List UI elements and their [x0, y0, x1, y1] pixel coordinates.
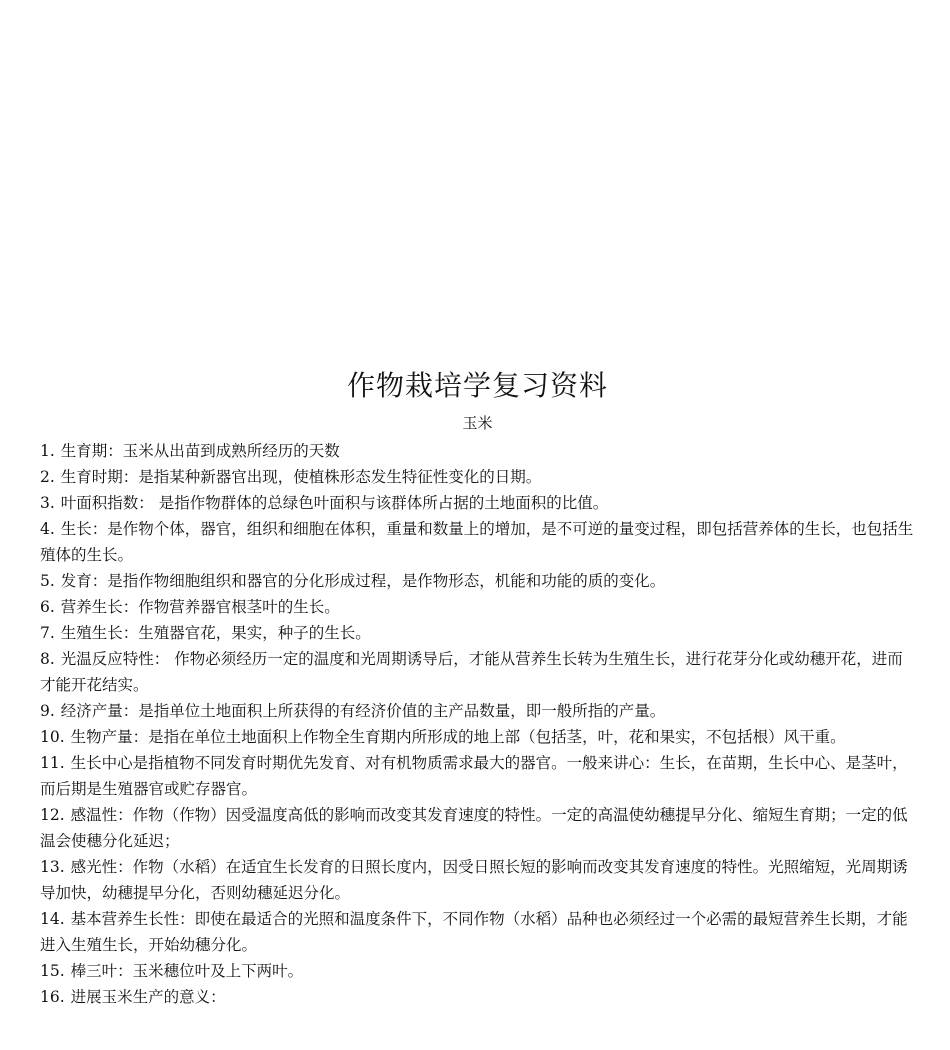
item-number: 13.: [40, 858, 65, 876]
list-item: [40, 568, 915, 594]
list-item: [40, 906, 915, 958]
item-number: 12.: [40, 806, 65, 824]
item-text: 基本营养生长性：即使在最适合的光照和温度条件下，不同作物（水稻）品种也必须经过一个必需的最短营养生长期，才能进入生殖生长，开始幼穗分化。: [40, 910, 908, 954]
item-text: 生物产量：是指在单位土地面积上作物全生育期内所形成的地上部（包括茎，叶，花和果实，不包括根）风干重。: [70, 728, 846, 746]
item-text: 叶面积指数： 是指作物群体的总绿色叶面积与该群体所占据的土地面积的比值。: [60, 494, 609, 512]
item-number: 15.: [40, 962, 65, 980]
item-text: 营养生长：作物营养器官根茎叶的生长。: [60, 598, 340, 616]
document-title: 作物栽培学复习资料: [346, 369, 608, 402]
item-text: 光温反应特性： 作物必须经历一定的温度和光周期诱导后，才能从营养生长转为生殖生长，进行花芽分化或幼穗开花，进而才能开花结实。: [40, 650, 903, 694]
list-item: [40, 750, 915, 802]
item-text: 感温性：作物（作物）因受温度高低的影响而改变其发育速度的特性。一定的高温使幼穗提早分化、缩短生育期；一定的低温会使穗分化延迟；: [40, 806, 908, 850]
list-item: [40, 438, 915, 464]
item-text: 棒三叶：玉米穗位叶及上下两叶。: [70, 962, 304, 980]
list-item: [40, 490, 915, 516]
list-item: [40, 464, 915, 490]
definition-list: [40, 438, 915, 1010]
item-number: 8.: [40, 650, 55, 668]
item-number: 6.: [40, 598, 55, 616]
item-text: 感光性：作物（水稻）在适宜生长发育的日照长度内，因受日照长短的影响而改变其发育速度的特性。光照缩短，光周期诱导加快，幼穗提早分化，否则幼穗延迟分化。: [40, 858, 908, 902]
item-number: 9.: [40, 702, 55, 720]
list-item: [40, 698, 915, 724]
list-item: [40, 958, 915, 984]
item-text: 经济产量：是指单位土地面积上所获得的有经济价值的主产品数量，即一般所指的产量。: [60, 702, 666, 720]
item-number: 7.: [40, 624, 55, 642]
item-text: 生育期：玉米从出苗到成熟所经历的天数: [60, 442, 340, 460]
item-number: 11.: [40, 754, 65, 772]
list-item: [40, 516, 915, 568]
list-item: [40, 620, 915, 646]
document-page: [40, 366, 915, 1010]
item-number: 1.: [40, 442, 55, 460]
item-number: 14.: [40, 910, 65, 928]
list-item: [40, 802, 915, 854]
list-item: [40, 646, 915, 698]
item-number: 10.: [40, 728, 65, 746]
item-text: 生育时期：是指某种新器官出现，使植株形态发生特征性变化的日期。: [60, 468, 542, 486]
item-number: 3.: [40, 494, 55, 512]
list-item: [40, 724, 915, 750]
list-item: [40, 854, 915, 906]
list-item: [40, 594, 915, 620]
item-text: 生长：是作物个体，器官，组织和细胞在体积，重量和数量上的增加，是不可逆的量变过程，即包括营养体的生长，也包括生殖体的生长。: [40, 520, 914, 564]
item-text: 生长中心是指植物不同发育时期优先发育、对有机物质需求最大的器官。一般来讲心：生长，在苗期，生长中心、是茎叶，而后期是生殖器官或贮存器官。: [40, 754, 908, 798]
item-number: 2.: [40, 468, 55, 486]
list-item: [40, 984, 915, 1010]
item-number: 16.: [40, 988, 65, 1006]
item-text: 发育：是指作物细胞组织和器官的分化形成过程，是作物形态，机能和功能的质的变化。: [60, 572, 666, 590]
item-text: 进展玉米生产的意义：: [70, 988, 226, 1006]
document-subtitle: 玉米: [462, 414, 493, 432]
item-number: 5.: [40, 572, 55, 590]
item-number: 4.: [40, 520, 55, 538]
item-text: 生殖生长：生殖器官花，果实，种子的生长。: [60, 624, 371, 642]
